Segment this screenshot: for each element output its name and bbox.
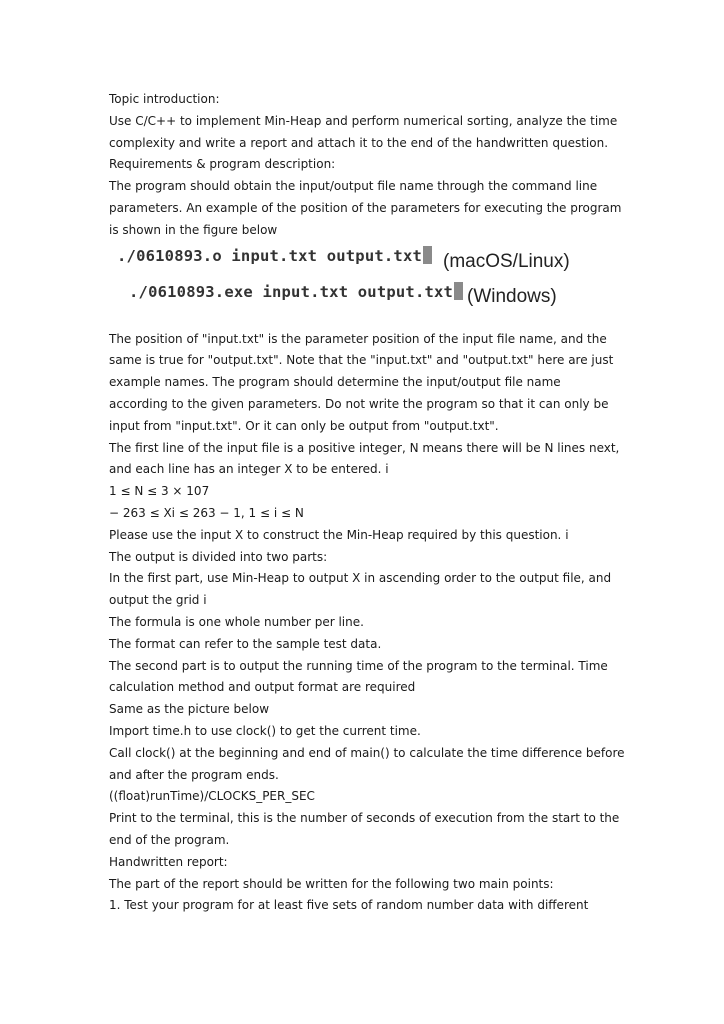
text-line: Use C/C++ to implement Min-Heap and perform numerical sorting, analyze the time (109, 113, 618, 128)
code-expression: ((float)runTime)/CLOCKS_PER_SEC (109, 789, 315, 804)
text-line: and after the program ends. (109, 767, 279, 782)
text-line: according to the given parameters. Do not write the program so that it can only be (109, 396, 609, 411)
text-line: In the first part, use Min-Heap to output X in ascending order to the output file, and (109, 571, 612, 586)
command-text: ./0610893.o input.txt output.txt (117, 246, 423, 265)
text-line: The formula is one whole number per line. (109, 614, 364, 629)
text-line: complexity and write a report and attach it to the end of the handwritten question. (109, 135, 609, 150)
text-line: and each line has an integer X to be entered. i (109, 462, 389, 477)
text-line: Same as the picture below (109, 702, 270, 717)
text-line: The position of "input.txt" is the parameter position of the input file name, and the (109, 331, 607, 346)
section-heading: Topic introduction: (109, 92, 220, 106)
document-body (109, 89, 624, 917)
command-text: ./0610893.exe input.txt output.txt (129, 282, 454, 301)
text-line: The format can refer to the sample test data. (109, 636, 382, 651)
text-line: input from "input.txt". Or it can only be output from "output.txt". (109, 418, 499, 433)
text-line: is shown in the figure below (109, 222, 278, 237)
text-line: parameters. An example of the position of the parameters for executing the program (109, 200, 622, 215)
text-line: output the grid i (109, 593, 207, 608)
text-line: calculation method and output format are required (109, 680, 416, 695)
text-line: The output is divided into two parts: (109, 549, 328, 564)
os-label-windows: (Windows) (467, 285, 557, 307)
text-line: The program should obtain the input/output file name through the command line (109, 179, 598, 194)
terminal-cursor-icon (423, 246, 432, 264)
terminal-cursor-icon (454, 282, 463, 300)
text-line: example names. The program should determine the input/output file name (109, 375, 561, 390)
text-line: end of the program. (109, 832, 230, 847)
command-line-figure (109, 244, 624, 317)
text-line: The part of the report should be written for the following two main points: (109, 876, 554, 891)
text-line: Import time.h to use clock() to get the current time. (109, 723, 421, 738)
constraint-line: − 263 ≤ Xi ≤ 263 − 1, 1 ≤ i ≤ N (109, 505, 304, 520)
text-line: The second part is to output the running time of the program to the terminal. Time (109, 658, 608, 673)
section-heading: Handwritten report: (109, 854, 228, 869)
text-line: same is true for "output.txt". Note that the "input.txt" and "output.txt" here are just (109, 353, 614, 368)
os-label-mac: (macOS/Linux) (443, 250, 570, 272)
text-line: Please use the input X to construct the Min-Heap required by this question. i (109, 527, 569, 542)
text-line: Print to the terminal, this is the number of seconds of execution from the start to the (109, 811, 620, 826)
text-line: The first line of the input file is a positive integer, N means there will be N lines next, (109, 440, 620, 455)
command-example-windows (129, 282, 463, 301)
text-line: 1. Test your program for at least five sets of random number data with different (109, 898, 589, 913)
section-heading: Requirements & program description: (109, 157, 336, 172)
command-example-mac (117, 246, 432, 265)
constraint-line: 1 ≤ N ≤ 3 × 107 (109, 484, 210, 499)
text-line: Call clock() at the beginning and end of main() to calculate the time difference before (109, 745, 625, 760)
